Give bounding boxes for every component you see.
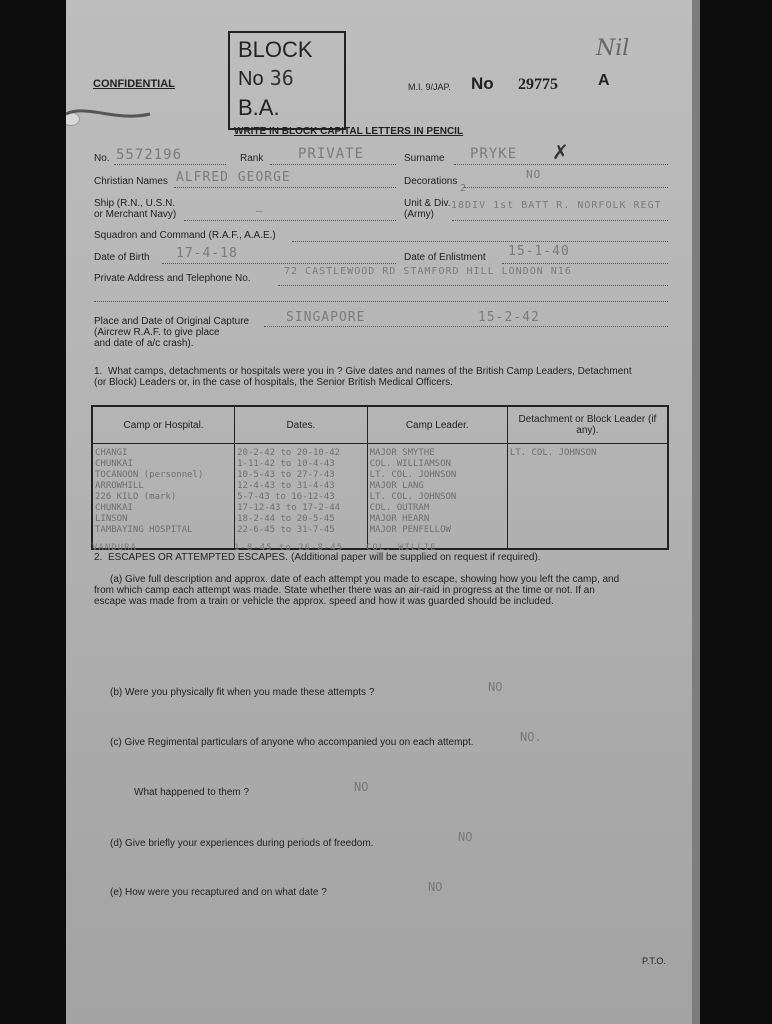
- q2c-followup-text: What happened to them ?: [134, 787, 250, 798]
- address-label: Private Address and Telephone No.: [94, 273, 251, 284]
- date-entry: 10-5-43 to 27-7-43: [237, 470, 335, 480]
- squadron-label: Squadron and Command (R.A.F., A.A.E.): [94, 230, 276, 241]
- q1-text-2: (or Block) Leaders or, in the case of hospitals, the Senior British Medical Officers.: [94, 377, 453, 388]
- leader-entry: MAJOR SMYTHE: [369, 448, 435, 458]
- stamp-no-label: No: [238, 68, 264, 90]
- q2a-text-2: from which camp each attempt was made. State whether there was an air-raid in progress at the time or not. If an: [94, 585, 595, 596]
- camp-entry: CHUNKAI: [95, 503, 133, 513]
- rank-value: PRIVATE: [298, 146, 365, 162]
- rank-label: Rank: [240, 153, 264, 164]
- date-entry: 1-11-42 to 10-4-43: [237, 459, 335, 469]
- leader-entry: LT. COL. JOHNSON: [369, 492, 457, 502]
- camp-entry: CHANGI: [95, 448, 128, 458]
- decorations-value: NO: [526, 168, 542, 181]
- address-line-2: [94, 301, 668, 302]
- capture-line: [264, 326, 668, 327]
- ship-line: [184, 220, 396, 221]
- address-line: [278, 285, 668, 286]
- unit-value: 18DIV 1st BATT R. NORFOLK REGT: [451, 200, 662, 211]
- number-label: No: [471, 74, 494, 93]
- overflow-leader: COL. WILLIE: [366, 543, 437, 553]
- q1-number: 1.: [94, 366, 103, 377]
- form-suffix: A: [598, 72, 610, 89]
- capture-label-2: (Aircrew R.A.F. to give place: [94, 327, 220, 338]
- date-entry: 18-2-44 to 20-5-45: [237, 514, 335, 524]
- q2a-text-1: (a) Give full description and approx. date of each attempt you made to escape, showing how you left the camp, and: [110, 574, 620, 585]
- stamp-ba-text: B.A.: [238, 95, 280, 120]
- block-leader-entry: LT. COL. JOHNSON: [509, 448, 597, 458]
- leader-entry: MAJOR LANG: [369, 481, 424, 491]
- dob-label: Date of Birth: [94, 252, 150, 263]
- q2-title: ESCAPES OR ATTEMPTED ESCAPES.: [108, 552, 288, 563]
- q2c-text: (c) Give Regimental particulars of anyone who accompanied you on each attempt.: [110, 737, 474, 748]
- q2c-answer: NO.: [520, 730, 542, 744]
- capture-date-value: 15-2-42: [478, 310, 540, 325]
- pencil-instruction: WRITE IN BLOCK CAPITAL LETTERS IN PENCIL: [234, 126, 464, 137]
- christian-names-line: [174, 187, 396, 188]
- capture-place-value: SINGAPORE: [286, 310, 366, 325]
- enlistment-value: 15-1-40: [508, 244, 570, 259]
- leader-entry: COL. OUTRAM: [369, 503, 430, 513]
- form-page: [66, 0, 700, 1024]
- leader-entry: LT. COL. JOHNSON: [369, 470, 457, 480]
- camps-table-body-row: [92, 444, 668, 550]
- q2b-text: (b) Were you physically fit when you made these attempts ?: [110, 687, 375, 698]
- page-edge-shadow: [692, 0, 700, 1024]
- overflow-camp: VANDURA: [92, 543, 137, 553]
- decorations-label: Decorations: [404, 176, 458, 187]
- q2-number: 2.: [94, 552, 103, 563]
- overflow-dates: 1-8-45 to 26-8-45: [234, 543, 344, 553]
- surname-line: [454, 164, 668, 165]
- series-label: M.I. 9/JAP.: [408, 82, 451, 92]
- stamp-number: 36: [269, 66, 294, 90]
- christian-names-label: Christian Names: [94, 176, 168, 187]
- leader-entry: MAJOR HEARN: [369, 514, 430, 524]
- camp-entry: 226 KILO (mark): [95, 492, 177, 502]
- block-stamp: [228, 31, 346, 130]
- camp-entry: TAMBAYING HOSPITAL: [95, 525, 193, 535]
- col-dates-header: Dates.: [235, 406, 368, 444]
- decorations-line: [464, 187, 668, 188]
- unit-superscript: 2: [460, 183, 468, 194]
- nil-annotation: Nil: [596, 36, 630, 61]
- christian-names-value: ALFRED GEORGE: [176, 170, 291, 185]
- address-value: 72 CASTLEWOOD RD STAMFORD HILL LONDON N16: [284, 266, 572, 277]
- date-entry: 17-12-43 to 17-2-44: [237, 503, 341, 513]
- capture-label-1: Place and Date of Original Capture: [94, 316, 250, 327]
- ship-value: —: [256, 204, 264, 217]
- q2e-answer: NO: [428, 880, 443, 894]
- stamp-block-text: BLOCK: [238, 37, 313, 62]
- date-entry: 12-4-43 to 31-4-43: [237, 481, 335, 491]
- ship-label-1: Ship (R.N., U.S.N.: [94, 198, 176, 209]
- service-no-line: [114, 164, 226, 165]
- stamp-number-line: [238, 65, 294, 91]
- capture-label-3: and date of a/c crash).: [94, 338, 194, 349]
- q2c-followup-answer: NO: [354, 780, 369, 794]
- camp-entry: CHUNKAI: [95, 459, 133, 469]
- camps-table-header-row: [92, 406, 668, 444]
- col-block-leader-header: Detachment or Block Leader (if any).: [507, 406, 668, 444]
- string-tie-icon: [66, 100, 156, 130]
- unit-line: [452, 220, 668, 221]
- pto-label: P.T.O.: [642, 956, 666, 966]
- ship-label-2: or Merchant Navy): [94, 209, 177, 220]
- q2d-answer: NO: [458, 830, 473, 844]
- q2b-answer: NO: [488, 680, 503, 694]
- form-number: 29775: [518, 76, 558, 93]
- leader-entry: MAJOR PENFELLOW: [369, 525, 451, 535]
- dates-list-cell: [235, 444, 368, 550]
- surname-value: PRYKE: [470, 146, 518, 162]
- q2a-text-3: escape was made from a train or vehicle the approx. speed and how it was guarded should be included.: [94, 596, 554, 607]
- camp-entry: TOCANOON (personnel): [95, 470, 204, 480]
- camp-list-cell: [92, 444, 235, 550]
- surname-tick-mark: ✗: [552, 142, 569, 164]
- service-no-label: No.: [94, 153, 110, 164]
- dob-value: 17-4-18: [176, 246, 238, 261]
- surname-label: Surname: [404, 153, 445, 164]
- rank-line: [270, 164, 396, 165]
- col-camp-header: Camp or Hospital.: [92, 406, 235, 444]
- q1-text-1: What camps, detachments or hospitals were you in ? Give dates and names of the British Camp Leaders, Detachment: [108, 366, 632, 377]
- camp-entry: LINSON: [95, 514, 128, 524]
- q2e-text: (e) How were you recaptured and on what date ?: [110, 887, 327, 898]
- date-entry: 5-7-43 to 16-12-43: [237, 492, 335, 502]
- unit-label-2: (Army): [404, 209, 434, 220]
- unit-label-1: Unit & Div.: [404, 198, 451, 209]
- camp-entry: ARROWHILL: [95, 481, 144, 491]
- squadron-line: [292, 241, 668, 242]
- enlistment-label: Date of Enlistment: [404, 252, 486, 263]
- leaders-list-cell: [367, 444, 507, 550]
- col-leader-header: Camp Leader.: [367, 406, 507, 444]
- date-entry: 20-2-42 to 20-10-42: [237, 448, 341, 458]
- camps-table: [91, 405, 669, 550]
- enlistment-line: [502, 263, 668, 264]
- q2-note: (Additional paper will be supplied on request if required).: [291, 552, 541, 563]
- block-leader-cell: [507, 444, 668, 550]
- q2d-text: (d) Give briefly your experiences during periods of freedom.: [110, 838, 374, 849]
- confidential-label: CONFIDENTIAL: [93, 78, 175, 90]
- service-no-value: 5572196: [116, 147, 183, 163]
- dob-line: [162, 263, 396, 264]
- leader-entry: COL. WILLIAMSON: [369, 459, 451, 469]
- date-entry: 22-6-45 to 31-7-45: [237, 525, 335, 535]
